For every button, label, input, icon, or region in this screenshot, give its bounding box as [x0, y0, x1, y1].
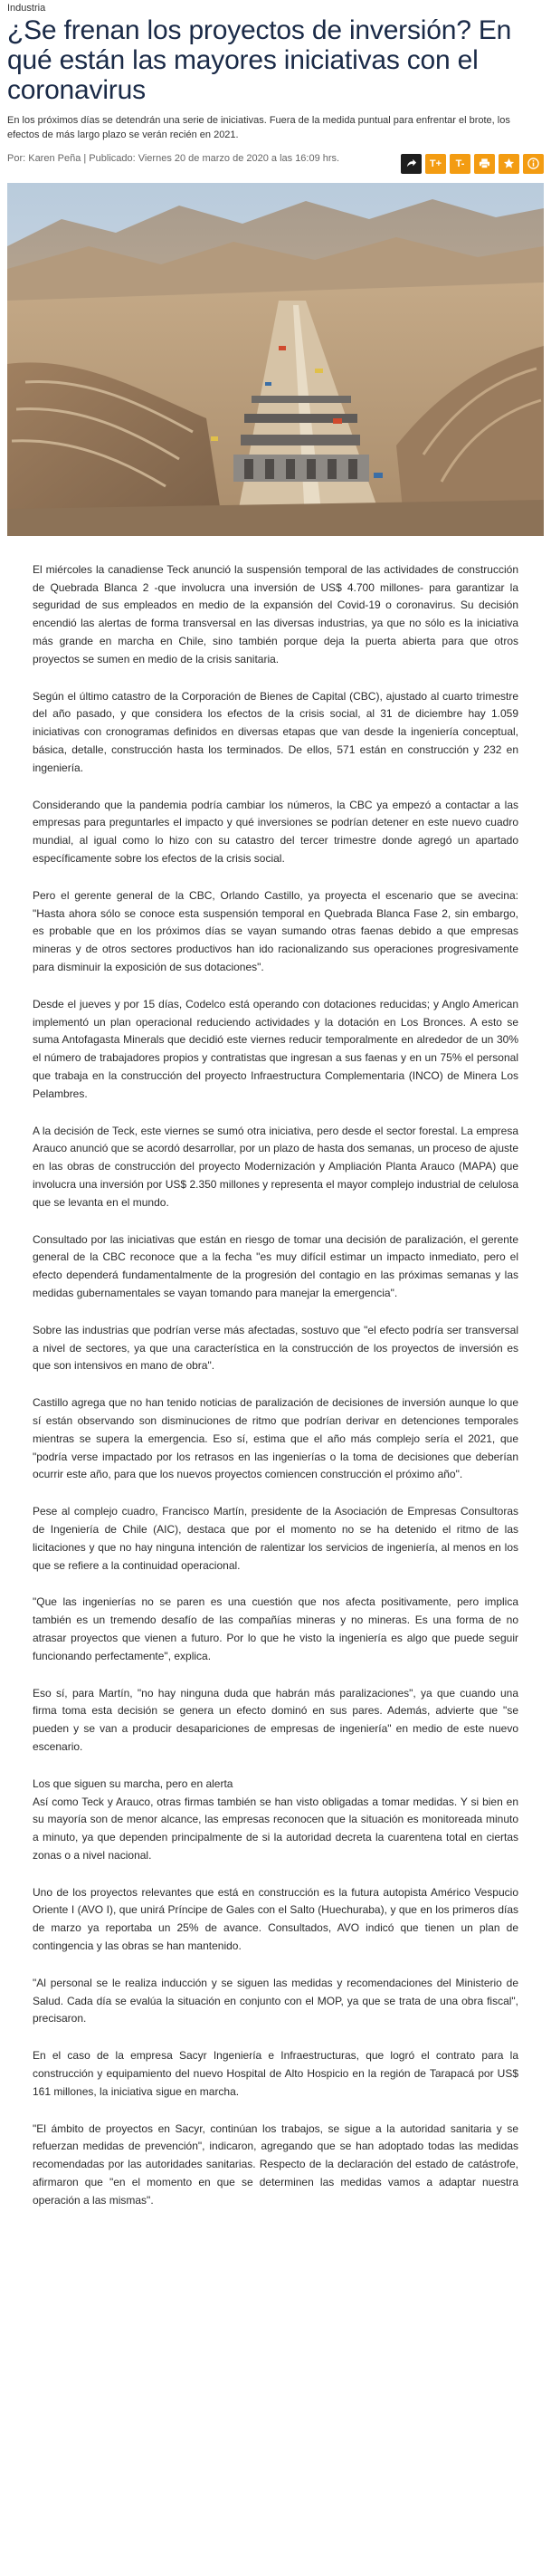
paragraph: Desde el jueves y por 15 días, Codelco está operando con dotaciones reducidas; y Anglo American implementó un plan operacional reduciendo actividades y la dotación en Los Bronces. A esto se suma Antofagasta Minerals que decidió este viernes reducir temporalmente en alrededor de un 30% el número de trabajadores propios y contratistas que ingresan a sus faenas y en un 75% el personal que trabaja en la construcción del proyecto Infraestructura Complementaria (INCO) de Minera Los Pelambres.: [33, 997, 518, 1100]
print-icon: [479, 158, 490, 169]
info-icon: [527, 158, 539, 169]
paragraph: En el caso de la empresa Sacyr Ingeniería e Infraestructuras, que logró el contrato para la construcción y equipamiento del nuevo Hospital de Alto Hospicio en la región de Tarapacá por US$ 161 millones, la iniciativa sigue en marcha.: [33, 2049, 518, 2098]
font-decrease-button[interactable]: T-: [450, 154, 470, 174]
paragraph: "Al personal se le realiza inducción y se siguen las medidas y recomendaciones del Ministerio de Salud. Cada día se evalúa la situación en conjunto con el MOP, ya que se trata de una obra fiscal", precisaron.: [33, 1976, 518, 2025]
paragraph: "Que las ingenierías no se paren es una cuestión que nos afecta positivamente, pero implica también es un tremendo desafío de las compañías mineras y no mineras. Es una forma de no atrasar proyectos que vienen a futuro. Por lo que he visto la ingeniería es algo que puede seguir funcionando perfectamente", explica.: [33, 1595, 518, 1662]
section-label[interactable]: Industria: [7, 3, 46, 14]
paragraph: Pero el gerente general de la CBC, Orlando Castillo, ya proyecta el escenario que se avecina: "Hasta ahora sólo se conoce esta suspensión temporal en Quebrada Blanca Fase 2, sin embargo, es probable que en los próximos días se vayan sumando otras faenas debido a que empresas mineras y de otros sectores productivos han ido racionalizando sus operaciones progresivamente para disminuir la exposición de sus dotaciones".: [33, 888, 518, 974]
meta-row: [0, 152, 551, 183]
paragraph: Castillo agrega que no han tenido noticias de paralización de decisiones de inversión aunque lo que sí están observando son disminuciones de ritmo que podrían derivar en detenciones temporales mientras se supera la emergencia. Eso sí, estima que el año más complejo sería el 2021, que "podría verse impactado por los retrasos en las ingenierías o la toma de decisiones que deberían ocurrir este año, para que los nuevos proyectos comiencen construcción el próximo año".: [33, 1396, 518, 1481]
article-tools: [401, 154, 544, 174]
paragraph: Considerando que la pandemia podría cambiar los números, la CBC ya empezó a contactar a las empresas para preguntarles el impacto y qué inversiones se podrían detener en este nuevo cuadro mundial, al igual como lo hizo con su catastro del tercer trimestre donde agregó un apartado específicamente sobre los efectos de la crisis social.: [33, 798, 518, 866]
paragraph: Según el último catastro de la Corporación de Bienes de Capital (CBC), ajustado al cuarto trimestre del año pasado, y que considera los efectos de la crisis social, al 31 de diciembre hay 1.059 iniciativas con cronogramas definidos en diversas etapas que van desde la ingeniería conceptual, básica, detalle, construcción hasta los terminados. De ellos, 571 están en construcción y 232 en ingeniería.: [33, 689, 518, 774]
info-button[interactable]: [523, 154, 544, 174]
mining-construction-image: [7, 183, 544, 536]
byline: Por: Karen Peña | Publicado: Viernes 20 de marzo de 2020 a las 16:09 hrs.: [7, 152, 340, 164]
paragraph: Eso sí, para Martín, "no hay ninguna duda que habrán más paralizaciones", ya que cuando una firma toma esta decisión se genera un efecto dominó en sus pares. Además, advierte que "se pueden y se van a producir desapariciones de empresas de ingeniería" en medio de este nuevo escenario.: [33, 1686, 518, 1753]
lead: En los próximos días se detendrán una serie de iniciativas. Fuera de la medida puntual para enfrentar el brote, los efectos de más largo plazo se verán recién en 2021.: [7, 115, 510, 140]
favorite-button[interactable]: [499, 154, 519, 174]
headline: ¿Se frenan los proyectos de inversión? En qué están las mayores iniciativas con el coronavirus: [7, 15, 512, 105]
paragraph: Así como Teck y Arauco, otras firmas también se han visto obligadas a tomar medidas. Y si bien en su mayoría son de menor alcance, las empresas reconocen que la situación es monitoreada minuto a minuto, ya que dependen principalmente de si la autoridad decreta la cuarentena total en ciertas zonas o a nivel nacional.: [33, 1795, 518, 1862]
paragraph: El miércoles la canadiense Teck anunció la suspensión temporal de las actividades de construcción de Quebrada Blanca 2 -que involucra una inversión de US$ 4.700 millones- para garantizar la seguridad de sus empleados en medio de la expansión del Covid-19 o coronavirus. Su decisión encendió las alertas de forma transversal en las diversas industrias, ya que no sólo es la iniciativa más grande en marcha en Chile, sino también porque deja la puerta abierta para que otros proyectos se sumen en medio de la crisis sanitaria.: [33, 562, 518, 666]
paragraph: "El ámbito de proyectos en Sacyr, continúan los trabajos, se sigue a la autoridad sanitaria y se refuerzan medidas de prevención", indicaron, agregando que se han adoptado todas las medidas recomendadas por las autoridades sanitarias. Respecto de la declaración del estado de catástrofe, afirmaron que "en el momento en que se determinen las medidas vamos a adaptar nuestra operación a las mismas".: [33, 2121, 518, 2207]
paragraph: Uno de los proyectos relevantes que está en construcción es la futura autopista Américo Vespucio Oriente I (AVO I), que unirá Príncipe de Gales con el Salto (Huechuraba), y que en los primeros días de marzo ya reportaba un 25% de avance. Consultados, AVO indicó que tienen un plan de contingencia y las obras se han mantenido.: [33, 1885, 518, 1953]
paragraph: Consultado por las iniciativas que están en riesgo de tomar una decisión de paralización, el gerente general de la CBC reconoce que a la fecha "es muy difícil estimar un impacto inmediato, pero el efecto dependerá fundamentalmente de la progresión del contagio en las próximas semanas y las medidas gubernamentales se vayan tomando para manejar la emergencia".: [33, 1232, 518, 1299]
star-icon: [503, 158, 515, 169]
share-button[interactable]: [401, 154, 422, 174]
paragraph: Pese al complejo cuadro, Francisco Martín, presidente de la Asociación de Empresas Consultoras de Ingeniería de Chile (AIC), destaca que por el momento no se ha detenido el ritmo de las licitaciones y que no hay ninguna intención de ralentizar los servicios de ingeniería, al menos en los que se refiere a la continuidad operacional.: [33, 1505, 518, 1572]
article-body: [0, 536, 551, 2247]
paragraph: A la decisión de Teck, este viernes se sumó otra iniciativa, pero desde el sector forestal. La empresa Arauco anunció que se acordó desarrollar, por un plazo de hasta dos semanas, un proceso de ajuste en las obras de construcción del proyecto Modernización y Ampliación Planta Arauco (MAPA) que involucra una inversión por US$ 2.350 millones y representa el mayor complejo industrial de celulosa que se levanta en el mundo.: [33, 1124, 519, 1209]
print-button[interactable]: [474, 154, 495, 174]
share-icon: [405, 158, 417, 169]
article-subhead: Los que siguen su marcha, pero en alerta: [33, 1776, 233, 1790]
paragraph: Sobre las industrias que podrían verse más afectadas, sostuvo que "el efecto podría ser transversal a nivel de sectores, ya que una característica en la construcción de los proyectos de inversión es que son intensivos en mano de obra".: [33, 1323, 518, 1373]
font-increase-button[interactable]: T+: [425, 154, 446, 174]
article-photo: [7, 183, 544, 536]
